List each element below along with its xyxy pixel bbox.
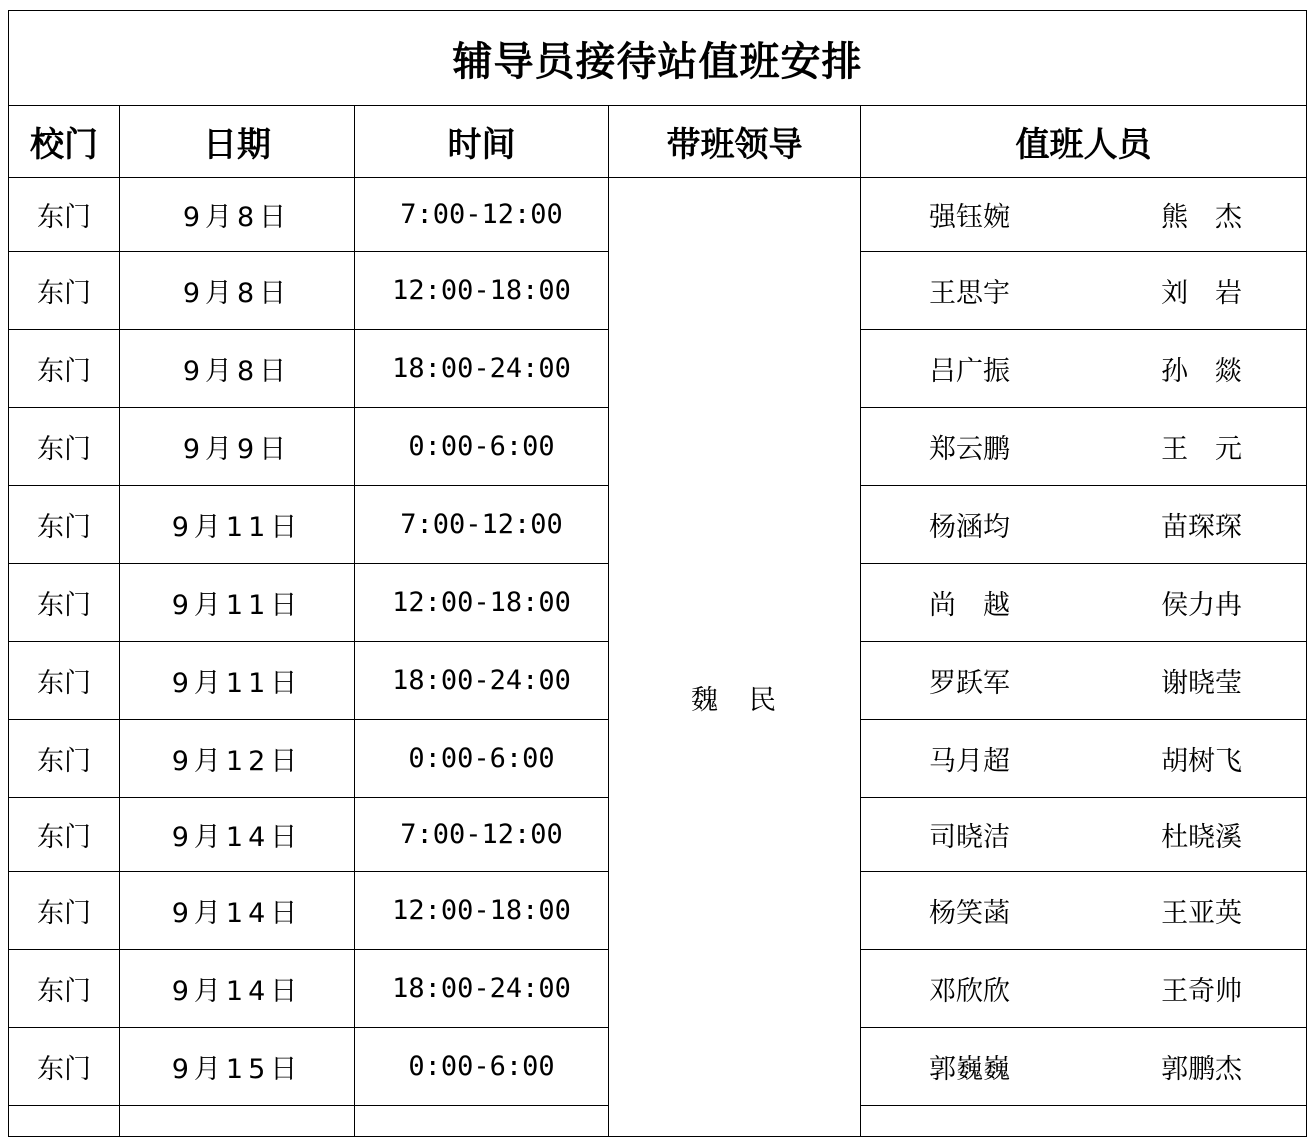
staff-name-a: 王思宇 (929, 278, 1010, 309)
staff-name-b: 刘 岩 (1161, 278, 1243, 309)
staff-name-a: 罗跃军 (929, 668, 1010, 699)
gate-cell: 东门 (9, 872, 120, 950)
staff-name-a: 郭巍巍 (929, 1054, 1010, 1085)
gate-cell: 东门 (9, 798, 120, 872)
date-cell: 9月11日 (120, 486, 355, 564)
date-cell: 9月8日 (120, 178, 355, 252)
staff-name-a: 吕广振 (929, 356, 1010, 387)
header-gate: 校门 (9, 106, 120, 178)
staff-name-a: 杨涵均 (929, 512, 1010, 543)
staff-name-b: 王亚英 (1161, 898, 1243, 929)
staff-name-a: 强钰婉 (929, 202, 1010, 233)
staff-name-a: 邓欣欣 (929, 976, 1010, 1007)
time-cell: 7:00-12:00 (355, 178, 609, 252)
staff-name-b: 侯力冉 (1161, 590, 1243, 621)
gate-cell: 东门 (9, 178, 120, 252)
header-leader: 带班领导 (609, 106, 861, 178)
staff-cell (861, 642, 1307, 720)
date-cell: 9月8日 (120, 252, 355, 330)
time-cell: 18:00-24:00 (355, 950, 609, 1028)
title-row (9, 11, 1307, 106)
staff-name-b: 苗琛琛 (1161, 512, 1243, 543)
date-cell: 9月15日 (120, 1028, 355, 1106)
staff-name-b: 杜晓溪 (1161, 822, 1243, 853)
staff-name-a: 郑云鹏 (929, 434, 1010, 465)
schedule-sheet (8, 10, 1306, 1130)
staff-cell (861, 486, 1307, 564)
staff-name-b: 胡树飞 (1161, 746, 1243, 777)
gate-cell: 东门 (9, 720, 120, 798)
table-row (9, 178, 1307, 252)
gate-cell: 东门 (9, 1028, 120, 1106)
staff-cell (861, 330, 1307, 408)
gate-cell: 东门 (9, 486, 120, 564)
gate-cell: 东门 (9, 330, 120, 408)
staff-cell (861, 872, 1307, 950)
leader-name: 魏 民 (691, 684, 778, 716)
staff-name-a: 尚 越 (929, 590, 1010, 621)
gate-cell: 东门 (9, 252, 120, 330)
staff-cell (861, 798, 1307, 872)
staff-name-a: 马月超 (929, 746, 1010, 777)
date-cell-empty (120, 1106, 355, 1137)
staff-name-b: 熊 杰 (1161, 202, 1243, 233)
time-cell: 12:00-18:00 (355, 252, 609, 330)
staff-cell (861, 178, 1307, 252)
date-cell: 9月12日 (120, 720, 355, 798)
time-cell: 7:00-12:00 (355, 486, 609, 564)
time-cell: 0:00-6:00 (355, 720, 609, 798)
staff-cell (861, 408, 1307, 486)
date-cell: 9月14日 (120, 950, 355, 1028)
date-cell: 9月9日 (120, 408, 355, 486)
header-date: 日期 (120, 106, 355, 178)
header-row (9, 106, 1307, 178)
date-cell: 9月11日 (120, 642, 355, 720)
staff-cell (861, 720, 1307, 798)
time-cell: 0:00-6:00 (355, 408, 609, 486)
gate-cell: 东门 (9, 642, 120, 720)
gate-cell-empty (9, 1106, 120, 1137)
staff-cell (861, 564, 1307, 642)
gate-cell: 东门 (9, 408, 120, 486)
header-time: 时间 (355, 106, 609, 178)
time-cell: 18:00-24:00 (355, 642, 609, 720)
staff-cell (861, 1028, 1307, 1106)
time-cell: 7:00-12:00 (355, 798, 609, 872)
staff-name-a: 司晓洁 (929, 822, 1010, 853)
staff-name-a: 杨笑菡 (929, 898, 1010, 929)
date-cell: 9月14日 (120, 872, 355, 950)
table-title: 辅导员接待站值班安排 (9, 11, 1307, 106)
time-cell: 18:00-24:00 (355, 330, 609, 408)
time-cell: 12:00-18:00 (355, 872, 609, 950)
staff-cell-empty (861, 1106, 1307, 1137)
date-cell: 9月14日 (120, 798, 355, 872)
date-cell: 9月11日 (120, 564, 355, 642)
time-cell-empty (355, 1106, 609, 1137)
time-cell: 0:00-6:00 (355, 1028, 609, 1106)
gate-cell: 东门 (9, 564, 120, 642)
staff-name-b: 谢晓莹 (1161, 668, 1243, 699)
gate-cell: 东门 (9, 950, 120, 1028)
staff-name-b: 孙 燚 (1161, 356, 1243, 387)
time-cell: 12:00-18:00 (355, 564, 609, 642)
staff-name-b: 王奇帅 (1161, 976, 1243, 1007)
leader-cell (609, 178, 861, 1137)
duty-schedule-table (8, 10, 1307, 1137)
staff-cell (861, 950, 1307, 1028)
header-staff: 值班人员 (861, 106, 1307, 178)
staff-cell (861, 252, 1307, 330)
staff-name-b: 郭鹏杰 (1161, 1054, 1243, 1085)
staff-name-b: 王 元 (1161, 434, 1243, 465)
date-cell: 9月8日 (120, 330, 355, 408)
